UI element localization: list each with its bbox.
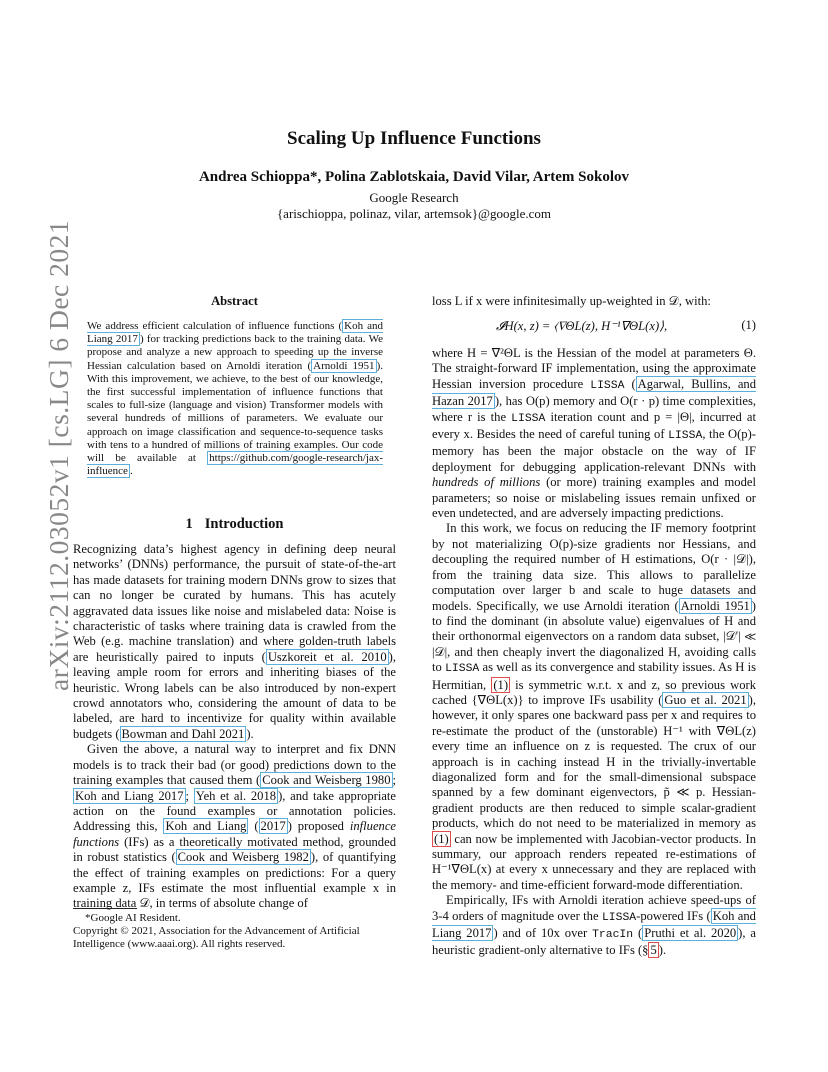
paragraph-text: ), a heuristic gradient-only alternative to IFs (§ [432, 926, 756, 958]
equation-body: 𝓘H(x, z) = ⟨∇ΘL(z), H⁻¹∇ΘL(x)⟩, [496, 319, 668, 333]
paragraph-text: (or more) training examples and model parameters; so noise or mislabeling issues remain unfixed or even undetected, and are adversely impacting predictions. [432, 475, 756, 521]
section-heading [73, 516, 396, 533]
abstract-text: . [129, 465, 133, 478]
footnote [73, 912, 403, 952]
paragraph: Given the above, a natural way to interpret and fix DNN models is to track their bad (or good) predictions down to the training examples that caused them ( Cook and Weisberg 1980 ; Koh and Liang 2017 ; Yeh et al. 2018 ), and take appropriate action on the found examples or annotation policies. Addressing this, Koh and Liang ( 2017 ) proposed influence functions (IFs) as a theoretically motivated method, grounded in robust statistics ( Cook and Weisberg 1982 ), of quantifying the effect of training examples on predictions: For a query example z, IFs estimate the most influential example x in training data 𝒟, in terms of absolute change of [73, 742, 397, 911]
paragraph-text: can now be implemented with Jacobian-vector products. In summary, our approach renders repeated re-estimations of H⁻¹∇ΘL(x) at every x unnecessary and they are replaced with the memory- and time-efficient forward-mode differentiation. [432, 831, 756, 892]
code-url-link[interactable]: https://github.com/google-research/jax-influence [87, 452, 383, 478]
abstract-text: ). With this improvement, we achieve, to the best of our knowledge, the first successful implementation of influence functions that scales to full-size (language and vision) Transformer models with several hundreds of millions of parameters. We evaluate our approach on image classification and sequence-to-sequence tasks with tens to a hundred of millions of training examples. Our code will be available at [87, 359, 383, 465]
citation-link[interactable]: Arnoldi 1951 [680, 598, 750, 613]
intro-right-column [432, 346, 756, 959]
arxiv-stamp [18, 219, 74, 691]
paper-title: Scaling Up Influence Functions [287, 128, 541, 149]
citation-link[interactable]: Yeh et al. 2018 [195, 788, 277, 803]
paragraph-text: ), of quantifying the effect of training examples on predictions: For a query example z, IFs estimate the most influential example x in training data 𝒟, in terms of absolute change of [73, 850, 396, 911]
separator: ; [392, 773, 396, 788]
paragraph-text: ), leaving ample room for errors and inheriting biases of the heuristic. Wrong labels can be also introduced by non-expert crowd annotators who, considering the amount of data to be labeled, are hard to incentivize for quality within available budgets ( [73, 649, 396, 741]
footnote-mark: *Google AI Resident. [85, 912, 181, 924]
citation-link[interactable]: Cook and Weisberg 1980 [262, 773, 391, 788]
right-lead: loss L if x were infinitesimally up-weighted in 𝒟, with: [432, 294, 711, 308]
paragraph: where H = ∇²ΘL is the Hessian of the model at parameters Θ. The straight-forward IF implementation, using the approximate Hessian inversion procedure LISSA ( Agarwal, Bullins, and Hazan 2017 ), has O(p) memory and O(r · p) time complexities, where r is the LISSA iteration count and p = |Θ|, incurred at every x. Besides the need of careful tuning of LISSA, the O(p)-memory has been the major obstacle on the way of IF deployment for debugging application-relevant DNNs with hundreds of millions (or more) training examples and model parameters; so noise or mislabeling issues remain unfixed or even undetected, and are adversely impacting predictions. [432, 346, 757, 521]
paragraph-text: ), however, it only spares one backward pass per x and requires to re-estimate the product of the (unstorable) H⁻¹ with ∇ΘL(z) every time an influence on z is requested. The crux of our approach is in caching instead H in the trivially-invertable diagonalized form and for the small-dimensional subspace spanned by a few dominant eigenvectors, p̃ ≪ p. Hessian-gradient products are then reduced to simple scalar-gradient products, which do not need to be materialized in memory as [432, 692, 756, 831]
affiliation: Google Research [369, 190, 459, 205]
citation-link[interactable]: Koh and Liang 2017 [75, 788, 184, 803]
author-emails: {arischioppa, polinaz, vilar, artemsok}@google.com [276, 206, 552, 221]
code-text: TracIn [592, 929, 634, 942]
section-ref-link[interactable]: 5 [650, 943, 657, 958]
author-list: Andrea Schioppa*, Polina Zablotskaia, David Vilar, Artem Sokolov [198, 169, 630, 185]
copyright-notice: Copyright © 2021, Association for the Advancement of Artificial Intelligence (www.aaai.org). All rights reserved. [73, 925, 360, 951]
citation-link[interactable]: Guo et al. 2021 [664, 692, 747, 707]
paragraph-text: -powered IFs ( [636, 908, 711, 923]
paragraph-text: as well as its convergence and stability issues. As H is Hermitian, [432, 660, 757, 692]
paragraph-text: Recognizing data’s highest agency in defining deep neural networks’ (DNNs) performance, the pursuit of state-of-the-art has made datasets for training modern DNNs grow to sizes that can no longer be curated by humans. This has acutely aggravated data issues like noise and mislabeled data: Noise is characteristic of tasks where training data is crawled from the Web (e.g. machine translation) and where golden-truth labels are heuristically paired to inputs ( [73, 542, 396, 664]
paragraph-text: (IFs) as a theoretically motivated method, grounded in robust statistics ( [73, 834, 396, 865]
citation-link[interactable]: Uszkoreit et al. 2010 [267, 649, 387, 664]
citation-link[interactable]: Cook and Weisberg 1982 [177, 850, 309, 865]
paragraph-text: where H = ∇²ΘL is the Hessian of the model at parameters Θ. The straight-forward IF implementation, using the approximate Hessian inversion procedure [432, 346, 756, 391]
equation-ref-link[interactable]: (1) [434, 831, 449, 846]
code-text: LISSA [445, 663, 480, 676]
citation-link[interactable]: Bowman and Dahl 2021 [121, 726, 245, 741]
abstract-heading: Abstract [211, 294, 258, 308]
arxiv-stamp-text: arXiv:2112.03052v1 [cs.LG] 6 Dec 2021 [43, 219, 74, 691]
paragraph-text: In this work, we focus on reducing the IF memory footprint by not materializing O(p)-size gradients nor Hessians, and decoupling the required number of H estimations, O(r · |𝒟|), from the training data size. This allows to parallelize computation over larger b and scale to huge datasets and models. Specifically, we use Arnoldi iteration ( [432, 521, 756, 613]
paragraph-text: iteration count and p = |Θ|, incurred at every x. Besides the need of careful tuning of [432, 409, 757, 442]
paragraph: Empirically, IFs with Arnoldi iteration achieve speed-ups of 3-4 orders of magnitude over the LISSA-powered IFs ( Koh and Liang 2017 ) and of 10x over TracIn ( Pruthi et al. 2020 ), a heuristic gradient-only alternative to IFs (§ 5 ). [432, 893, 756, 958]
code-text: LISSA [590, 379, 625, 392]
citation-link[interactable]: Pruthi et al. 2020 [644, 926, 737, 941]
citation-link[interactable]: Koh and Liang 2017 [87, 320, 384, 346]
paragraph-text: , the O(p)-memory has been the major obstacle on the way of IF deployment for debugging application-relevant DNNs with [432, 427, 756, 474]
equation-ref-link[interactable]: (1) [493, 677, 509, 692]
citation-link[interactable]: Agarwal, Bullins, and Hazan 2017 [432, 376, 756, 409]
citation-link[interactable]: Koh and Liang [165, 819, 247, 834]
footnote-rule [73, 908, 137, 909]
paragraph-text: ). [658, 943, 667, 958]
emphasis-text: influence functions [73, 819, 397, 849]
paragraph-text: is symmetric w.r.t. x and z, so previous work cached {∇ΘL(x)} to improve IFs usability ( [432, 677, 756, 707]
paragraph-text: Given the above, a natural way to interpret and fix DNN models is to track their bad (or good) predictions down to the training examples that caused them ( [73, 742, 396, 788]
emphasis-text: hundreds of millions [432, 475, 541, 490]
citation-year-link[interactable]: 2017 [260, 819, 286, 834]
code-text: LISSA [668, 430, 703, 443]
paragraph [432, 521, 756, 893]
citation-link[interactable]: Arnoldi 1951 [313, 359, 375, 372]
abstract-text: We address efficient calculation of influence functions ( [87, 320, 343, 332]
citation-link[interactable]: Koh and Liang 2017 [432, 908, 756, 941]
section-title: Introduction [204, 516, 284, 532]
paragraph [73, 542, 396, 742]
abstract-text: ) for tracking predictions back to the training data. We propose and analyze a new approach to speeding up the inverse Hessian calculation based on Arnoldi iteration ( [87, 333, 383, 372]
paragraph-text: ) and of 10x over [493, 926, 593, 941]
paragraph-text: proposed [291, 819, 350, 834]
paragraph-text: ). [246, 726, 254, 741]
code-text: LISSA [511, 412, 546, 425]
separator: ; [185, 788, 194, 803]
paragraph-text: ) to find the dominant (in absolute value) eigenvalues of H and their orthonormal eigenvectors on a random data subset, |𝒟′| ≪ |𝒟|, and then cheaply invert the diagonalized H, avoiding calls to [432, 598, 756, 675]
equation-number: (1) [741, 318, 756, 332]
paragraph-text: , has O(p) memory and O(r · p) time complexities, where r is the [432, 394, 756, 424]
paragraph-text: ), and take appropriate action on the found examples or annotation policies. Addressing this, [73, 788, 396, 834]
paragraph-text: Empirically, IFs with Arnoldi iteration achieve speed-ups of 3-4 orders of magnitude over the [432, 893, 756, 923]
intro-left-column [73, 542, 396, 912]
section-number: 1 [185, 516, 193, 532]
code-text: LISSA [601, 911, 637, 924]
abstract-body [87, 320, 383, 478]
